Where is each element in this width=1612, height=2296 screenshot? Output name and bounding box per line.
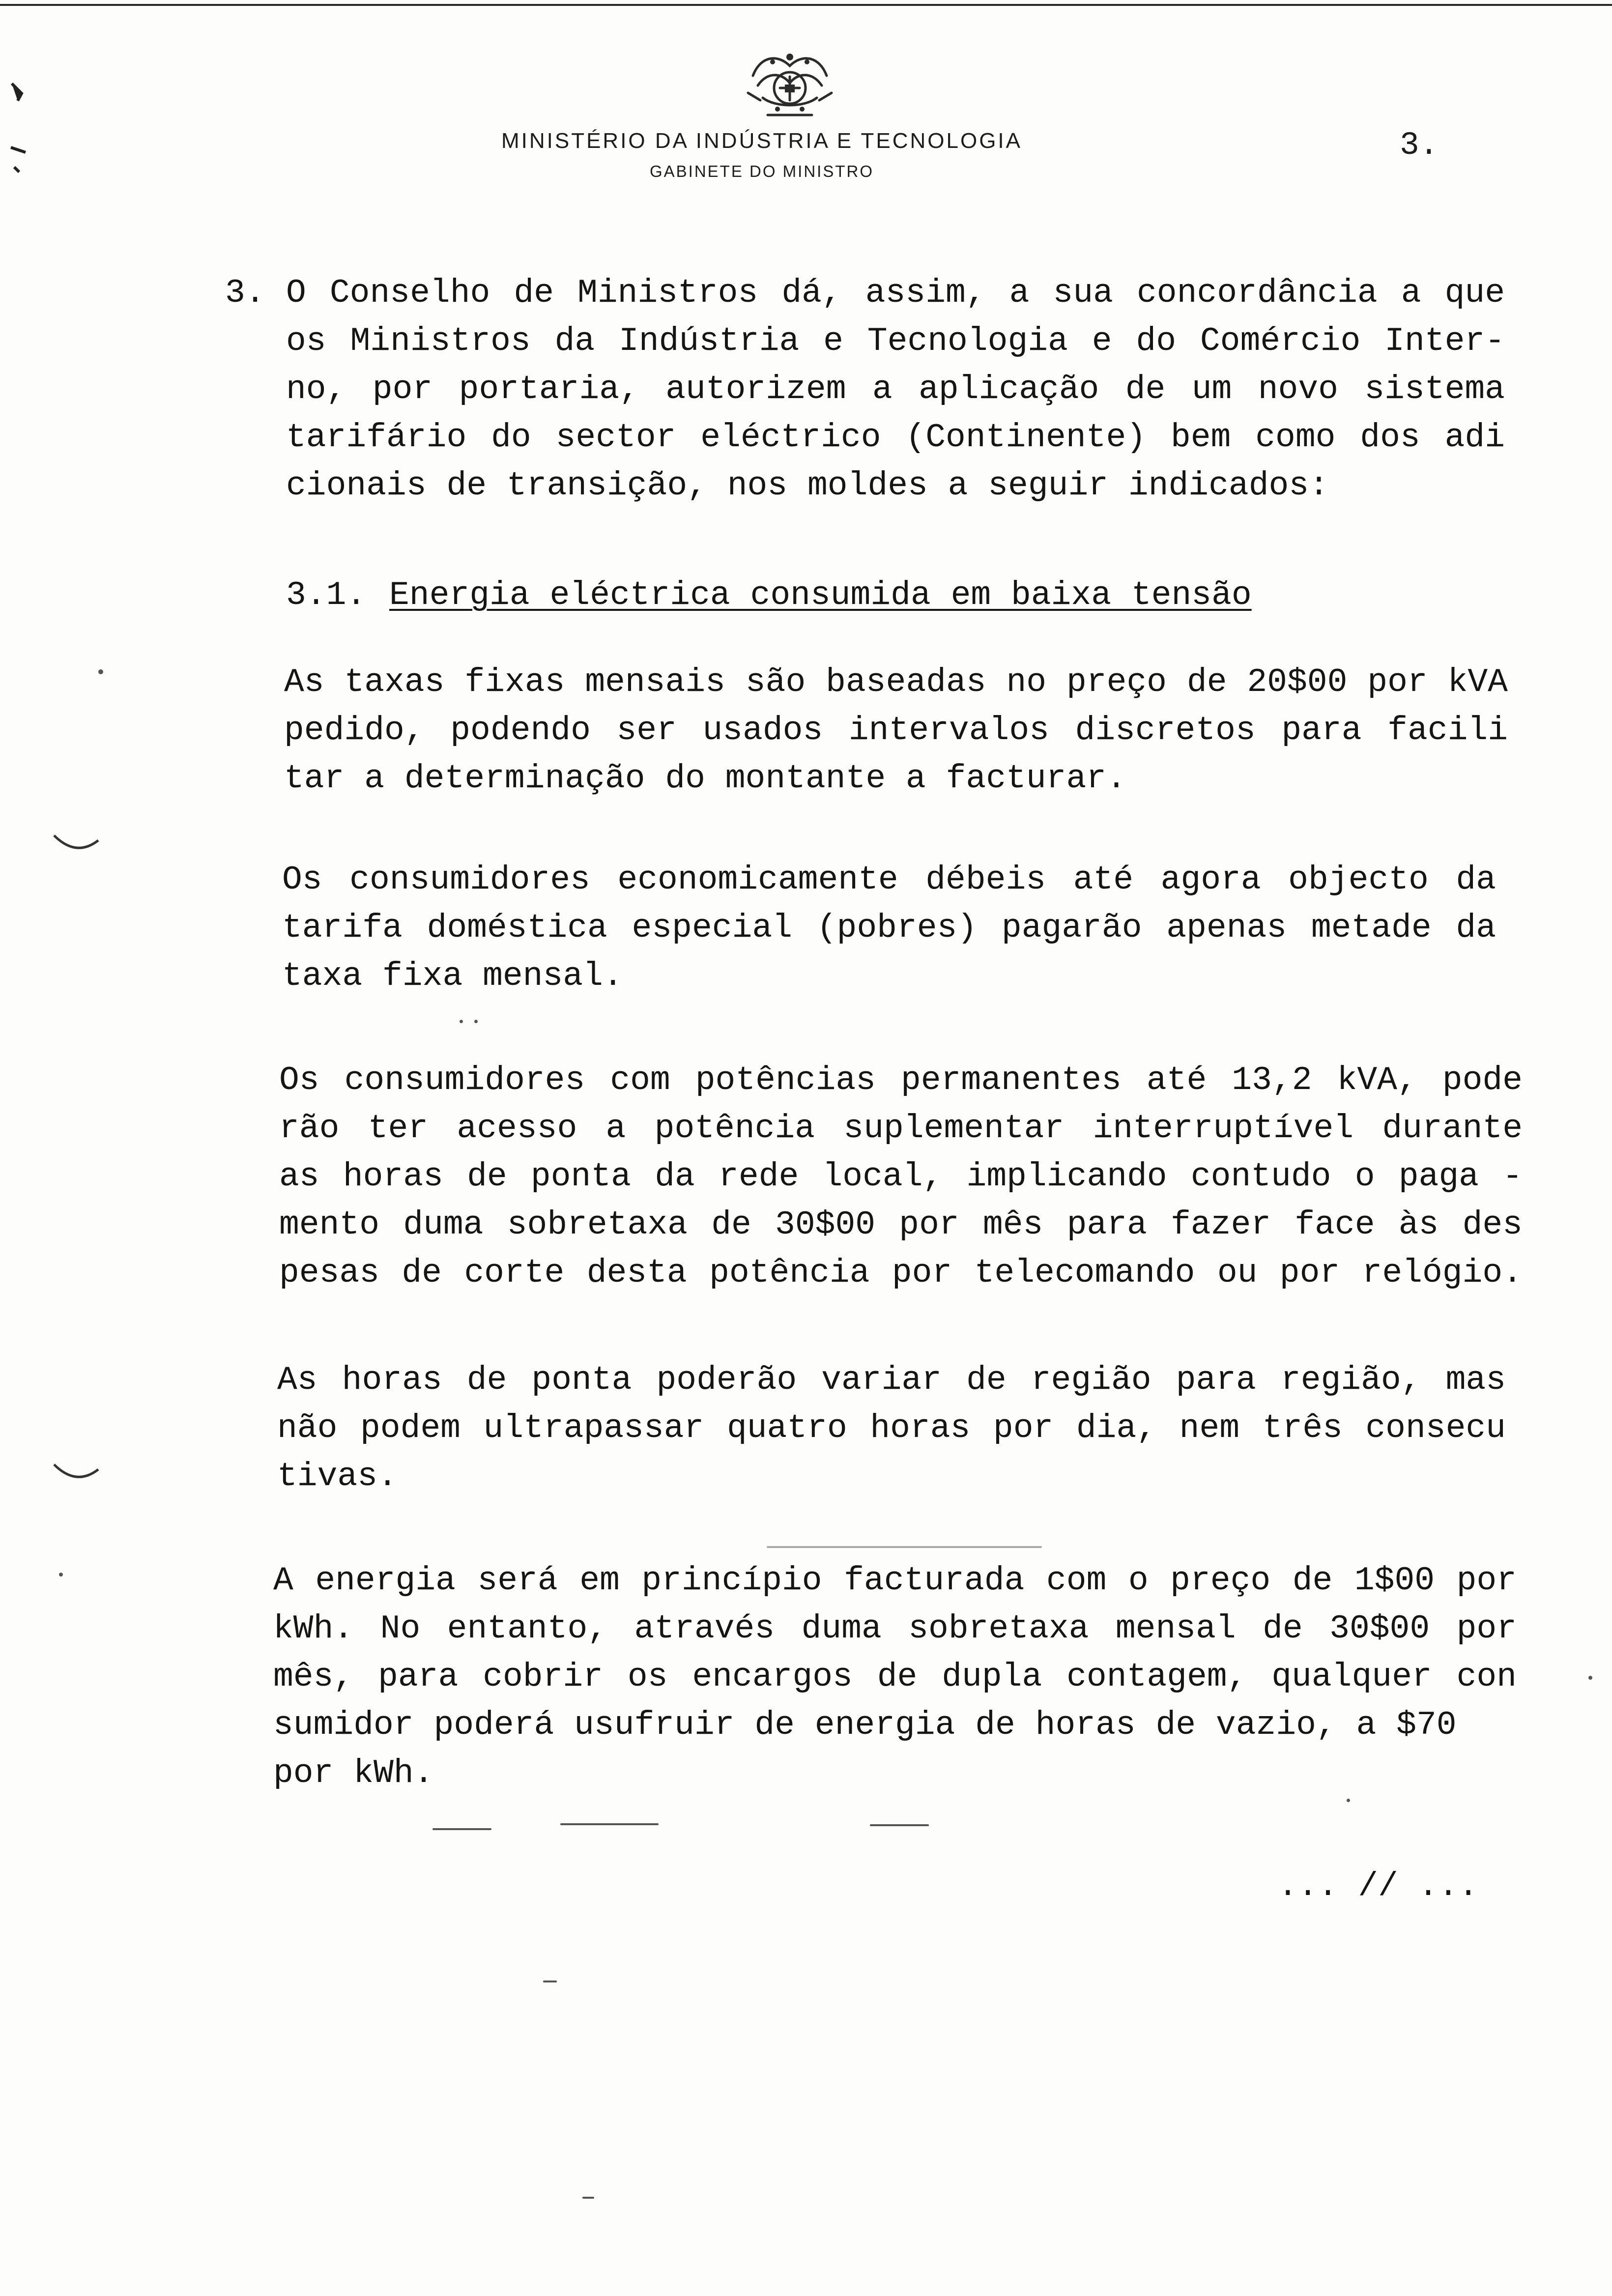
continuation-mark: ... // ...	[1278, 1867, 1479, 1905]
text-line: mês, para cobrir os encargos de dupla contagem, qualquer con	[273, 1658, 1517, 1696]
section-heading	[286, 572, 1252, 620]
punch-hole-mark-icon	[49, 1460, 103, 1489]
scan-speck	[474, 1020, 478, 1023]
item-number: 3.	[225, 274, 265, 312]
letterhead	[0, 39, 1612, 187]
scan-speck	[870, 1824, 929, 1826]
paragraph-energy-pricing	[273, 1557, 1517, 1798]
section-number: 3.1.	[286, 576, 367, 614]
cabinet-name: GABINETE DO MINISTRO	[649, 162, 874, 180]
text-line: A energia será em princípio facturada com o preço de 1$00 por	[273, 1562, 1517, 1600]
text-line: As taxas fixas mensais são baseadas no preço de 20$00 por kVA	[284, 663, 1508, 701]
scan-mark-icon	[7, 138, 31, 182]
text-line: não podem ultrapassar quatro horas por dia, nem três consecu	[277, 1409, 1506, 1447]
text-line: no, por portaria, autorizem a aplicação de um novo sistema	[286, 371, 1505, 408]
text-line: tar a determinação do montante a facturar.	[284, 760, 1126, 798]
text-line: rão ter acesso a potência suplementar interruptível durante	[279, 1110, 1523, 1148]
text-line: tarifário do sector eléctrico (Continente) bem como dos adi	[286, 419, 1505, 457]
text-line: Os consumidores economicamente débeis até agora objecto da	[282, 861, 1496, 899]
text-line: As horas de ponta poderão variar de região para região, mas	[277, 1361, 1506, 1399]
item-3-paragraph	[286, 269, 1505, 510]
scan-speck	[59, 1573, 63, 1577]
section-title: Energia eléctrica consumida em baixa tensão	[389, 576, 1252, 614]
text-line: os Ministros da Indústria e Tecnologia e do Comércio Inter-	[286, 322, 1505, 360]
text-line: cionais de transição, nos moldes a seguir indicados:	[286, 467, 1329, 505]
scan-speck	[98, 669, 103, 674]
text-line: taxa fixa mensal.	[282, 957, 623, 995]
text-line: tivas.	[277, 1458, 398, 1495]
scan-speck	[543, 1980, 557, 1982]
scan-speck	[582, 2197, 594, 2199]
scan-speck	[1347, 1799, 1350, 1802]
scan-mark-icon	[7, 74, 31, 103]
paragraph-supplementary-power	[279, 1057, 1523, 1297]
paragraph-peak-hours	[277, 1356, 1506, 1501]
paragraph-low-income	[282, 856, 1496, 1001]
scan-speck	[432, 1828, 491, 1830]
coat-of-arms-emblem-icon	[738, 46, 841, 125]
paragraph-fixed-rates	[284, 659, 1508, 803]
scan-speck	[767, 1546, 1042, 1548]
text-line: O Conselho de Ministros dá, assim, a sua concordância a que	[286, 274, 1505, 312]
text-line: por kWh.	[273, 1754, 434, 1792]
scan-speck	[1588, 1676, 1592, 1680]
text-line: pedido, podendo ser usados intervalos discretos para facili	[284, 712, 1508, 749]
top-rule	[0, 4, 1612, 6]
text-line: kWh. No entanto, através duma sobretaxa mensal de 30$00 por	[273, 1610, 1517, 1648]
page-number: 3.	[1400, 127, 1439, 164]
ministry-name: MINISTÉRIO DA INDÚSTRIA E TECNOLOGIA	[501, 129, 1022, 153]
scan-speck	[460, 1020, 463, 1023]
text-line: Os consumidores com potências permanentes até 13,2 kVA, pode	[279, 1062, 1523, 1099]
text-line: mento duma sobretaxa de 30$00 por mês para fazer face às des	[279, 1206, 1523, 1244]
text-line: tarifa doméstica especial (pobres) pagarão apenas metade da	[282, 909, 1496, 947]
punch-hole-mark-icon	[49, 831, 103, 860]
text-line: sumidor poderá usufruir de energia de horas de vazio, a $70	[273, 1706, 1457, 1744]
text-line: pesas de corte desta potência por telecomando ou por relógio.	[279, 1254, 1523, 1292]
text-line: as horas de ponta da rede local, implicando contudo o paga -	[279, 1158, 1523, 1196]
scan-speck	[560, 1823, 659, 1825]
